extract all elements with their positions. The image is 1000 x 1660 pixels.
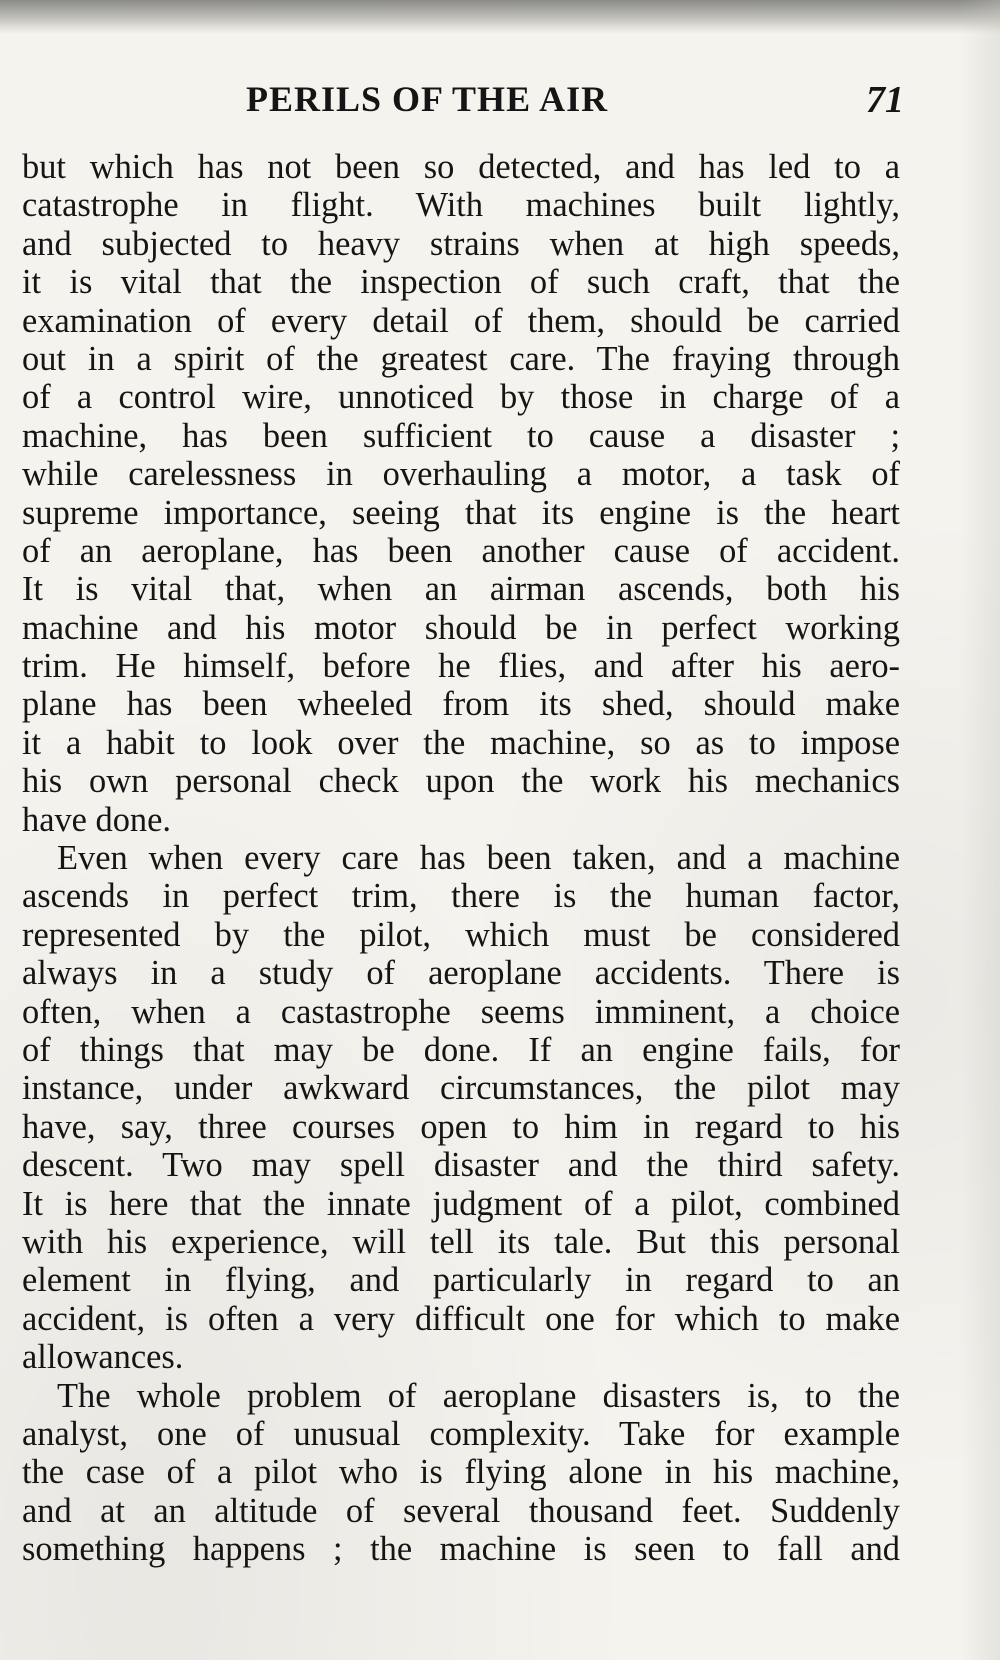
text-line: supreme importance, seeing that its engine is the heart [22, 493, 900, 532]
page-header [24, 78, 904, 128]
text-line: out in a spirit of the greatest care. The fraying through [22, 339, 900, 378]
paragraph [22, 148, 900, 839]
text-line: analyst, one of unusual complexity. Take for example [22, 1414, 900, 1453]
paragraph [22, 1377, 900, 1569]
text-line: have, say, three courses open to him in regard to his [22, 1107, 900, 1146]
text-line: machine and his motor should be in perfect working [22, 608, 900, 647]
text-line: instance, under awkward circumstances, the pilot may [22, 1069, 900, 1108]
text-line: something happens ; the machine is seen to fall and [22, 1530, 900, 1569]
text-line: trim. He himself, before he flies, and after his aero- [22, 647, 900, 686]
text-line: often, when a castastrophe seems imminent, a choice [22, 992, 900, 1031]
text-line: it a habit to look over the machine, so as to impose [22, 723, 900, 762]
text-line: catastrophe in flight. With machines built lightly, [22, 186, 900, 225]
text-line: examination of every detail of them, should be carried [22, 301, 900, 340]
text-line: while carelessness in overhauling a motor, a task of [22, 455, 900, 494]
text-line: the case of a pilot who is flying alone in his machine, [22, 1453, 900, 1492]
text-line: and at an altitude of several thousand feet. Suddenly [22, 1491, 900, 1530]
text-line: It is here that the innate judgment of a pilot, combined [22, 1184, 900, 1223]
page-edge-shading [960, 0, 1000, 1660]
text-line: The whole problem of aeroplane disasters is, to the [57, 1376, 900, 1415]
text-line: represented by the pilot, which must be considered [22, 915, 900, 954]
text-line: and subjected to heavy strains when at high speeds, [22, 224, 900, 263]
text-line: it is vital that the inspection of such craft, that the [22, 263, 900, 302]
text-line: always in a study of aeroplane accidents. There is [22, 954, 900, 993]
page-number: 71 [866, 79, 904, 121]
text-line: Even when every care has been taken, and a machine [57, 839, 900, 878]
text-line: of an aeroplane, has been another cause of accident. [22, 531, 900, 570]
text-line: ascends in perfect trim, there is the human factor, [22, 877, 900, 916]
text-line: allowances. [22, 1338, 184, 1377]
text-line: element in flying, and particularly in regard to an [22, 1261, 900, 1300]
text-line: of things that may be done. If an engine fails, for [22, 1030, 900, 1069]
text-line: have done. [22, 800, 171, 839]
scan-shadow [0, 0, 1000, 34]
text-line: It is vital that, when an airman ascends, both his [22, 570, 900, 609]
text-line: machine, has been sufficient to cause a disaster ; [22, 416, 900, 455]
text-line: descent. Two may spell disaster and the third safety. [22, 1146, 900, 1185]
text-line: but which has not been so detected, and has led to a [22, 148, 900, 186]
text-line: with his experience, will tell its tale. But this personal [22, 1222, 900, 1261]
text-line: his own personal check upon the work his mechanics [22, 762, 900, 801]
paragraph [22, 839, 900, 1376]
text-line: of a control wire, unnoticed by those in charge of a [22, 378, 900, 417]
text-line: accident, is often a very difficult one for which to make [22, 1299, 900, 1338]
body-text [22, 148, 900, 1568]
running-head: PERILS OF THE AIR [246, 79, 609, 119]
text-line: plane has been wheeled from its shed, should make [22, 685, 900, 724]
